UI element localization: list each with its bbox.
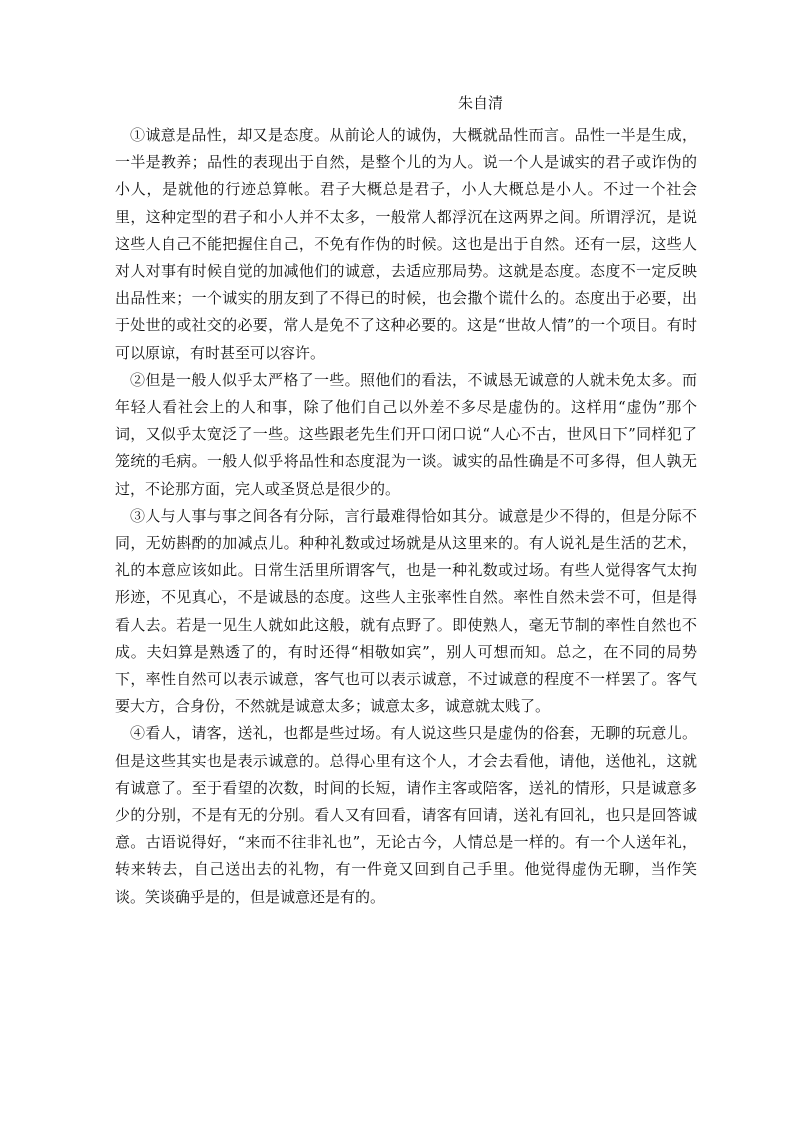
paragraph-1: ①诚意是品性，却又是态度。从前论人的诚伪，大概就品性而言。品性一半是生成，一半是教养；品性的表现出于自然，是整个儿的为人。说一个人是诚实的君子或诈伪的小人，是就他的行迹总算帐。君子大概总是君子，小人大概总是小人。不过一个社会里，这种定型的君子和小人并不太多，一般常人都浮沉在这两界之间。所谓浮沉，是说这些人自己不能把握住自己，不免有作伪的时候。这也是出于自然。还有一层，这些人对人对事有时候自觉的加减他们的诚意，去适应那局势。这就是态度。态度不一定反映出品性来；一个诚实的朋友到了不得已的时候，也会撒个谎什么的。态度出于必要，出于处世的或社交的必要，常人是免不了这种必要的。这是“世故人情”的一个项目。有时可以原谅，有时甚至可以容许。 xyxy=(115,126,697,362)
paragraph-3: ③人与人事与事之间各有分际，言行最难得恰如其分。诚意是少不得的，但是分际不同，无妨斟酌的加减点儿。种种礼数或过场就是从这里来的。有人说礼是生活的艺术，礼的本意应该如此。日常生活里所谓客气，也是一种礼数或过场。有些人觉得客气太拘形迹，不见真心，不是诚恳的态度。这些人主张率性自然。率性自然未尝不可，但是得看人去。若是一见生人就如此这般，就有点野了。即使熟人，毫无节制的率性自然也不成。夫妇算是熟透了的，有时还得“相敬如宾”，别人可想而知。总之，在不同的局势下，率性自然可以表示诚意，客气也可以表示诚意，不过诚意的程度不一样罢了。客气要大方，合身份，不然就是诚意太多；诚意太多，诚意就太贱了。 xyxy=(115,506,697,716)
essay-body xyxy=(115,122,697,911)
author-name: 朱自清 xyxy=(458,94,504,112)
paragraph-2: ②但是一般人似乎太严格了一些。照他们的看法，不诚恳无诚意的人就未免太多。而年轻人看社会上的人和事，除了他们自己以外差不多尽是虚伪的。这样用“虚伪”那个词，又似乎太宽泛了一些。这些跟老先生们开口闭口说“人心不古，世风日下”同样犯了笼统的毛病。一般人似乎将品性和态度混为一谈。诚实的品性确是不可多得，但人孰无过，不论那方面，完人或圣贤总是很少的。 xyxy=(115,370,697,498)
paragraph-4: ④看人，请客，送礼，也都是些过场。有人说这些只是虚伪的俗套，无聊的玩意儿。但是这些其实也是表示诚意的。总得心里有这个人，才会去看他，请他，送他礼，这就有诚意了。至于看望的次数，时间的长短，请作主客或陪客，送礼的情形，只是诚意多少的分别，不是有无的分别。看人又有回看，请客有回请，送礼有回礼，也只是回答诚意。古语说得好，“来而不往非礼也”，无论古今，人情总是一样的。有一个人送年礼，转来转去，自己送出去的礼物，有一件竟又回到自己手里。他觉得虚伪无聊，当作笑谈。笑谈确乎是的，但是诚意还是有的。 xyxy=(115,724,697,906)
